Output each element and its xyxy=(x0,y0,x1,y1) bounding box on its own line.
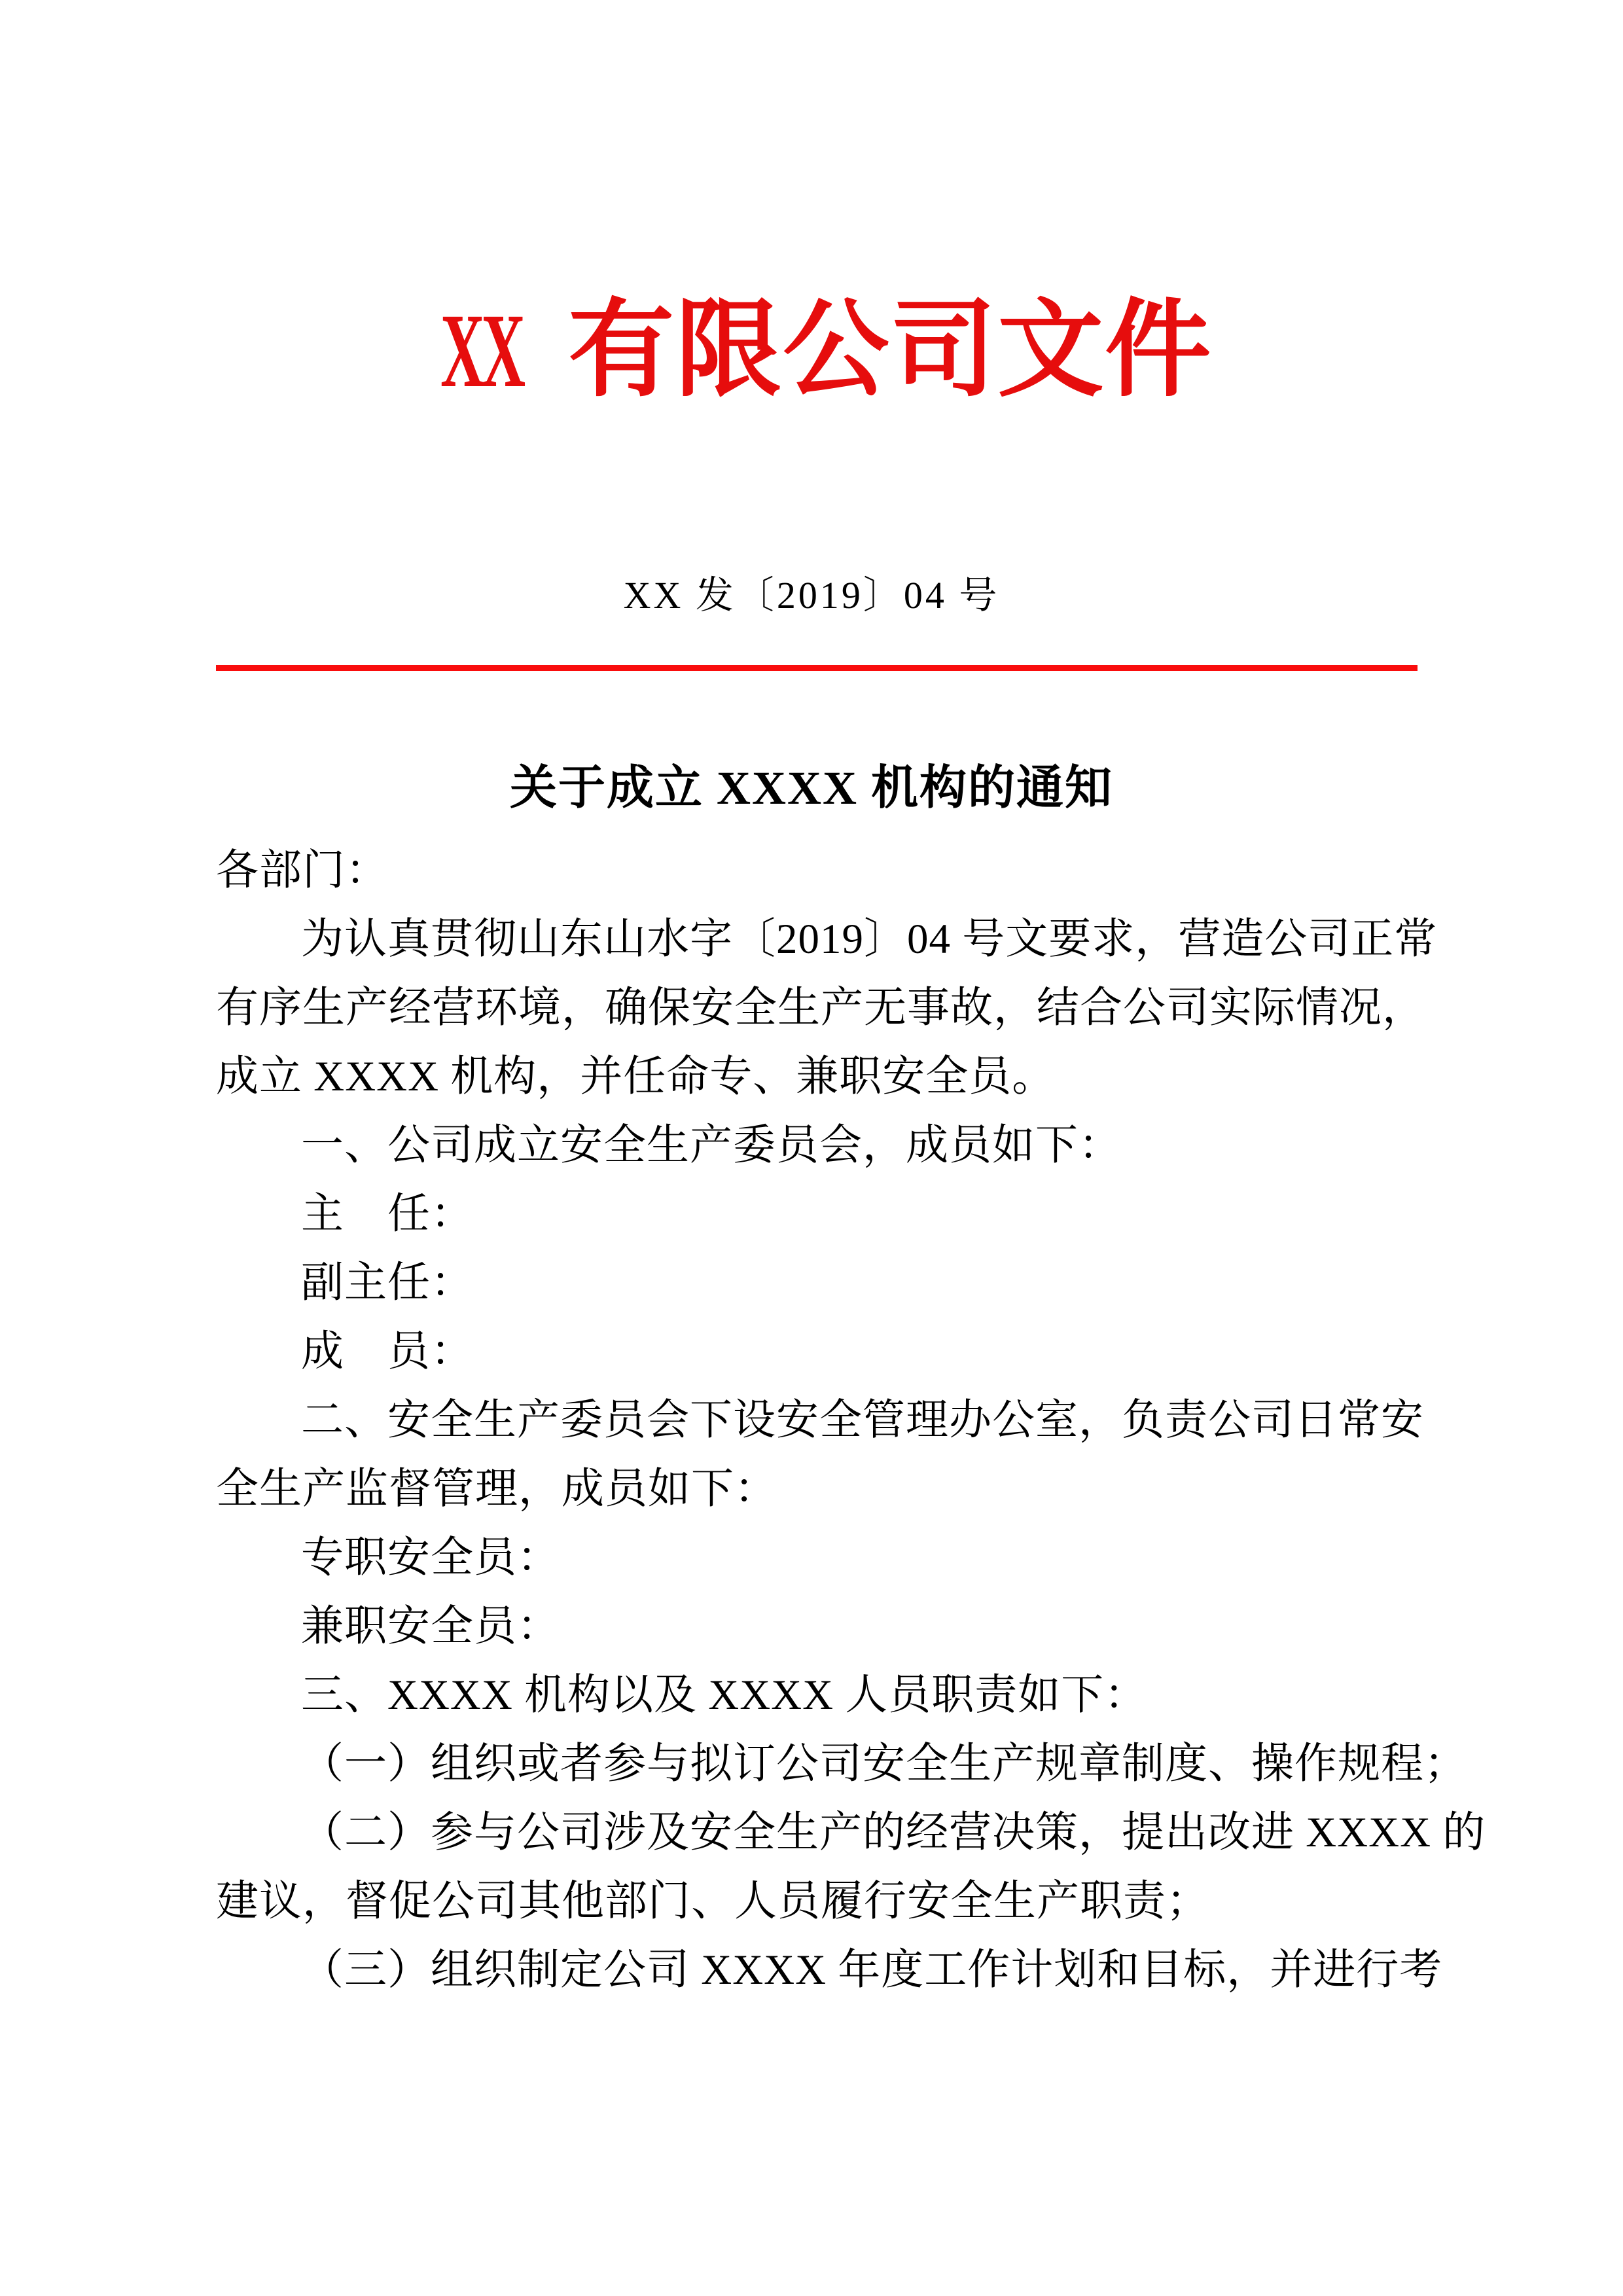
body-line: 主 任： xyxy=(301,1191,474,1238)
body-line: 建议，督促公司其他部门、人员履行安全生产职责； xyxy=(216,1878,1210,1925)
body-line: 专职安全员： xyxy=(301,1534,561,1581)
body-line: 兼职安全员： xyxy=(301,1603,561,1650)
body-line: （二）参与公司涉及安全生产的经营决策，提出改进 XXXX 的 xyxy=(301,1809,1486,1856)
body-line: 成 员： xyxy=(301,1328,474,1375)
body-line: 全生产监督管理，成员如下： xyxy=(216,1465,778,1513)
letterhead-text: 有限公司文件 xyxy=(568,293,1213,410)
company-letterhead xyxy=(0,288,1623,415)
body-line: （三）组织制定公司 XXXX 年度工作计划和目标，并进行考 xyxy=(301,1946,1443,1994)
body-line: 各部门： xyxy=(216,847,389,894)
document-number: XX 发〔2019〕04 号 xyxy=(623,574,1000,617)
body-line: 成立 XXXX 机构，并任命专、兼职安全员。 xyxy=(216,1053,1056,1100)
document-title: 关于成立 XXXX 机构的通知 xyxy=(510,762,1113,814)
body-line: 一、公司成立安全生产委员会，成员如下： xyxy=(301,1122,1122,1169)
body-line: 副主任： xyxy=(301,1259,474,1306)
body-line: （一）组织或者参与拟订公司安全生产规章制度、操作规程； xyxy=(301,1740,1468,1787)
body-line: 二、安全生产委员会下设安全管理办公室，负责公司日常安 xyxy=(301,1397,1425,1444)
company-name-placeholder: XX xyxy=(440,293,522,410)
body-line: 为认真贯彻山东山水字〔2019〕04 号文要求，营造公司正常 xyxy=(301,916,1438,963)
document-body xyxy=(216,836,1486,2005)
body-line: 三、XXXX 机构以及 XXXX 人员职责如下： xyxy=(301,1672,1148,1719)
body-line: 有序生产经营环境，确保安全生产无事故，结合公司实际情况， xyxy=(216,984,1426,1031)
red-divider-line xyxy=(216,665,1418,671)
